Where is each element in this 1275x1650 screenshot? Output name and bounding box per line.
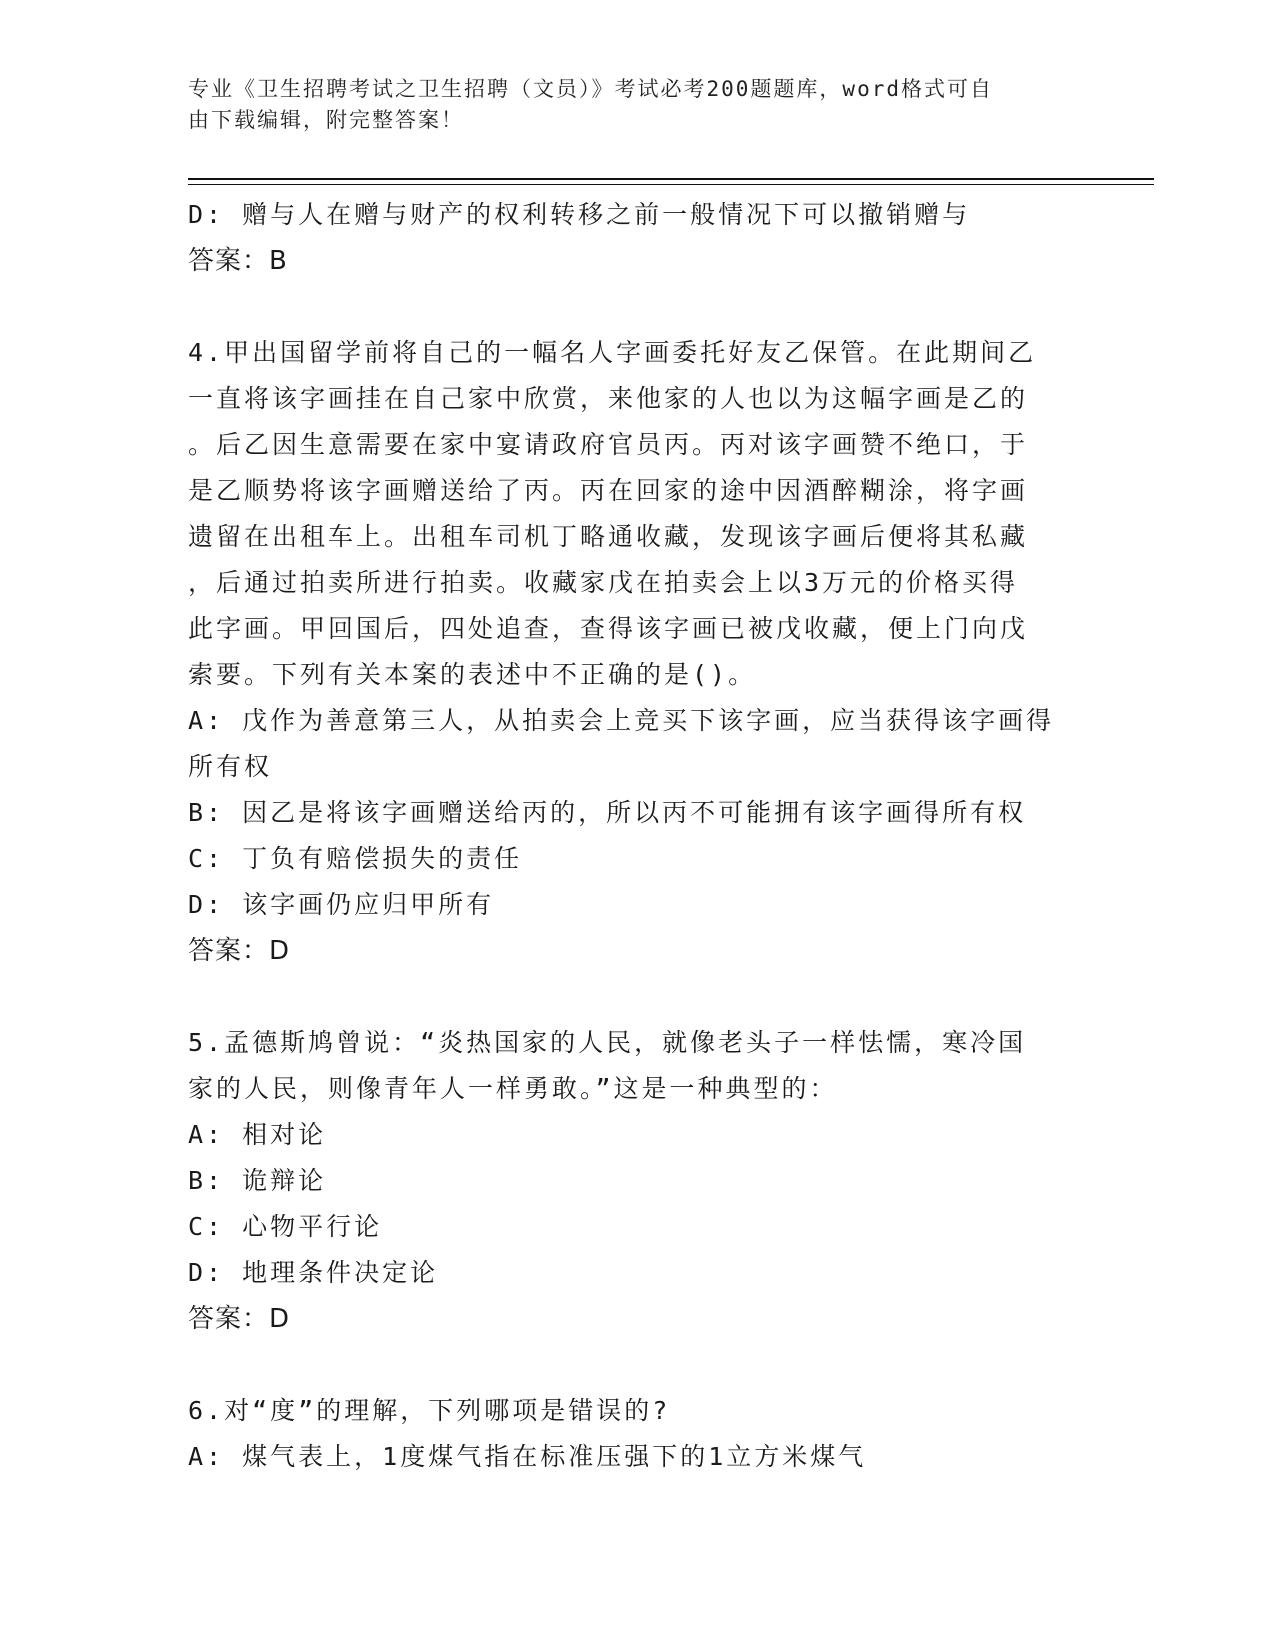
q3-answer: 答案：B [188, 246, 288, 276]
q3-option-d: D: 赠与人在赠与财产的权利转移之前一般情况下可以撤销赠与 [188, 200, 971, 229]
q5-option-c: C: 心物平行论 [188, 1212, 383, 1241]
q4-stem-line: 此字画。甲回国后，四处追查，查得该字画已被戊收藏，便上门向戊 [188, 614, 1029, 643]
q5-option-a: A: 相对论 [188, 1120, 327, 1149]
question-5 [188, 1020, 1088, 1342]
question-4 [188, 330, 1088, 974]
header-line-1: 专业《卫生招聘考试之卫生招聘（文员）》考试必考200题题库，word格式可自 [188, 77, 993, 101]
q4-stem-line: 。后乙因生意需要在家中宴请政府官员丙。丙对该字画赞不绝口，于 [188, 430, 1029, 459]
q5-stem-line-2: 家的人民，则像青年人一样勇敢。”这是一种典型的： [188, 1074, 838, 1103]
question-6 [188, 1388, 1088, 1480]
q4-stem-line: 4.甲出国留学前将自己的一幅名人字画委托好友乙保管。在此期间乙 [188, 338, 1037, 367]
q4-stem-line: 遗留在出租车上。出租车司机丁略通收藏，发现该字画后便将其私藏 [188, 522, 1029, 551]
q4-stem-line: ，后通过拍卖所进行拍卖。收藏家戊在拍卖会上以3万元的价格买得 [188, 568, 1019, 597]
header-divider-thick [188, 178, 1154, 180]
q6-stem: 6.对“度”的理解，下列哪项是错误的? [188, 1396, 671, 1425]
header-divider-thin [188, 184, 1154, 185]
q4-answer: 答案：D [188, 936, 291, 966]
q5-option-b: B: 诡辩论 [188, 1166, 327, 1195]
q4-option-a-cont: 所有权 [188, 752, 273, 781]
q4-stem-line: 是乙顺势将该字画赠送给了丙。丙在回家的途中因酒醉糊涂，将字画 [188, 476, 1029, 505]
q5-answer: 答案：D [188, 1304, 291, 1334]
q5-option-d: D: 地理条件决定论 [188, 1258, 439, 1287]
q4-stem-line: 索要。下列有关本案的表述中不正确的是()。 [188, 660, 757, 689]
q4-option-b: B: 因乙是将该字画赠送给丙的，所以丙不可能拥有该字画得所有权 [188, 798, 1027, 827]
q4-option-a: A: 戊作为善意第三人，从拍卖会上竞买下该字画，应当获得该字画得 [188, 706, 1055, 735]
q5-stem-line-1: 5.孟德斯鸠曾说：“炎热国家的人民，就像老头子一样怯懦，寒冷国 [188, 1028, 1027, 1057]
document-body [188, 192, 1088, 1480]
document-header [188, 74, 1088, 136]
question-3-tail [188, 192, 1088, 284]
q4-stem-line: 一直将该字画挂在自己家中欣赏，来他家的人也以为这幅字画是乙的 [188, 384, 1029, 413]
header-line-2: 由下载编辑，附完整答案！ [188, 108, 464, 132]
q4-option-d: D: 该字画仍应归甲所有 [188, 890, 495, 919]
q6-option-a: A: 煤气表上，1度煤气指在标准压强下的1立方米煤气 [188, 1442, 867, 1471]
q4-option-c: C: 丁负有赔偿损失的责任 [188, 844, 523, 873]
